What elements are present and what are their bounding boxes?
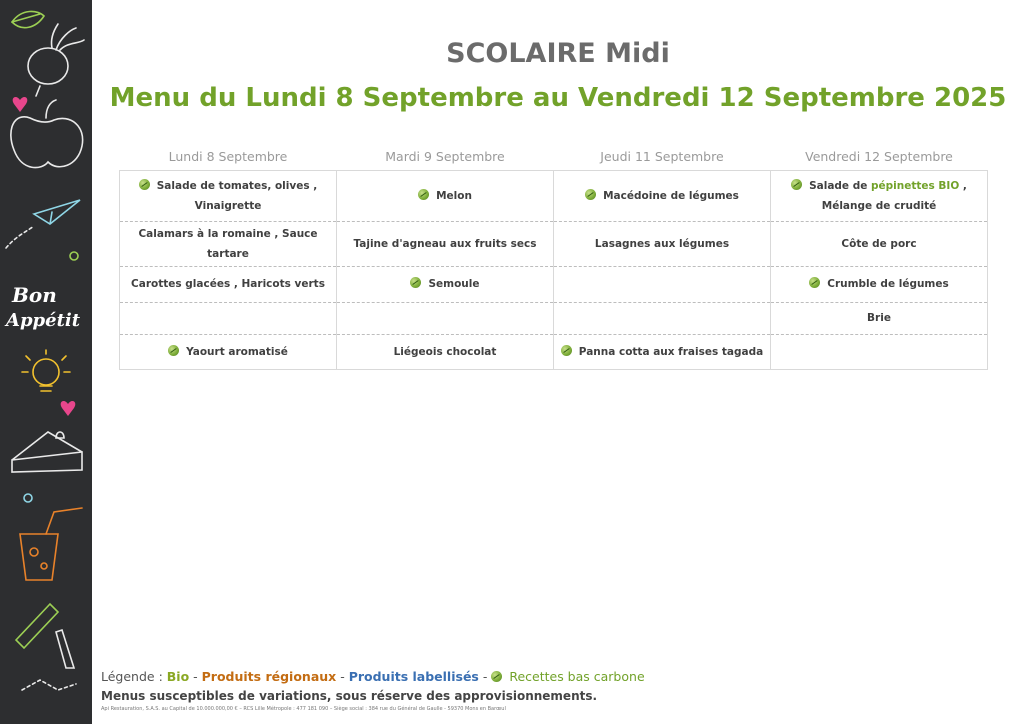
- low-carbon-leaf-icon: [585, 189, 596, 200]
- menu-cell: [337, 266, 554, 302]
- menu-cell: [554, 302, 771, 334]
- dish-text: Salade de tomates, olives , Vinaigrette: [156, 179, 318, 212]
- dish-text: Tajine d'agneau aux fruits secs: [353, 237, 537, 250]
- day-header-row: [120, 143, 988, 170]
- menu-cell: [337, 170, 554, 221]
- day-header-monday: Lundi 8 Septembre: [168, 148, 288, 164]
- dish-text: Côte de porc: [841, 237, 917, 250]
- menu-cell: [120, 302, 337, 334]
- low-carbon-leaf-icon: [139, 179, 150, 190]
- low-carbon-leaf-icon: [168, 345, 179, 356]
- low-carbon-leaf-icon: [561, 345, 572, 356]
- menu-cell: [120, 334, 337, 369]
- dish-text: Lasagnes aux légumes: [594, 237, 730, 250]
- pencil-doodle-icon: [16, 604, 58, 648]
- low-carbon-leaf-icon: [791, 179, 802, 190]
- menu-row: [120, 266, 988, 302]
- legend-regional: Produits régionaux: [201, 669, 337, 684]
- menu-date-range: Menu du Lundi 8 Septembre au Vendredi 12 Septembre 2025: [109, 83, 1007, 113]
- menu-cell: [554, 170, 771, 221]
- dish-text: Brie: [867, 312, 891, 324]
- dish-text: Melon: [436, 189, 472, 202]
- menu-cell: [120, 170, 337, 221]
- menu-cell: [771, 221, 988, 266]
- legend-sep-2: -: [336, 669, 349, 684]
- menu-row: [120, 302, 988, 334]
- paper-plane-doodle-icon: [34, 200, 80, 224]
- radish-doodle-icon: [28, 48, 68, 84]
- heart-doodle-icon: [13, 97, 28, 112]
- dish-text: Crumble de légumes: [827, 278, 949, 290]
- lightbulb-doodle-icon: [33, 359, 59, 385]
- dish-text: Calamars à la romaine , Sauce tartare: [138, 227, 318, 260]
- legend-labelled: Produits labellisés: [348, 669, 479, 684]
- legend-bio: Bio: [166, 669, 190, 684]
- day-header-thursday: Jeudi 11 Septembre: [600, 148, 724, 164]
- dish-text: Yaourt aromatisé: [186, 345, 288, 358]
- weekly-menu-table: [119, 143, 988, 370]
- menu-cell: [771, 170, 988, 221]
- day-header-tuesday: Mardi 9 Septembre: [385, 148, 505, 164]
- day-header-friday: Vendredi 12 Septembre: [805, 148, 953, 164]
- menu-cell: [771, 266, 988, 302]
- dish-text: , Mélange de crudité: [821, 179, 967, 212]
- legend-low-carbon: Recettes bas carbone: [509, 669, 645, 684]
- cake-doodle-icon: [12, 432, 82, 472]
- menu-cell: [337, 334, 554, 369]
- chalkboard-sidebar: [0, 0, 92, 724]
- bon-text-doodle: Bon: [12, 283, 57, 307]
- apple-doodle-icon: [11, 117, 83, 168]
- dish-text: Carottes glacées , Haricots verts: [131, 278, 325, 290]
- low-carbon-leaf-icon: [809, 277, 820, 288]
- heart-doodle-icon-2: [61, 401, 76, 416]
- chalk-doodles: [0, 0, 92, 724]
- dish-text: Liégeois chocolat: [393, 345, 497, 358]
- page-title: SCOLAIRE Midi: [446, 38, 670, 69]
- low-carbon-leaf-icon: [418, 189, 429, 200]
- low-carbon-leaf-icon: [410, 277, 421, 288]
- dish-text: Macédoine de légumes: [603, 189, 739, 202]
- menu-row: [120, 334, 988, 369]
- appetit-text-doodle: Appétit: [6, 310, 81, 331]
- menu-row: [120, 221, 988, 266]
- legend-sep-1: -: [189, 669, 202, 684]
- legend-prefix: Légende :: [101, 669, 167, 684]
- availability-note: Menus susceptibles de variations, sous réserve des approvisionnements.: [101, 689, 598, 703]
- dish-text: Semoule: [428, 278, 480, 290]
- menu-cell: [120, 266, 337, 302]
- legend: [101, 669, 645, 684]
- flower-doodle-icon: [70, 252, 78, 260]
- menu-cell: [554, 221, 771, 266]
- menu-row: [120, 170, 988, 221]
- dish-text: Salade de: [809, 179, 871, 192]
- dish-bio-text: pépinettes BIO: [871, 179, 960, 192]
- menu-cell: [120, 221, 337, 266]
- menu-cell: [337, 221, 554, 266]
- menu-cell: [554, 266, 771, 302]
- menu-cell: [554, 334, 771, 369]
- company-fineprint: Api Restauration, S.A.S. au Capital de 10.000.000,00 € – RCS Lille Métropole : 477 181 090 – Siège social : 384 rue du Général de Gaulle - 59370 Mons en Barœul: [101, 706, 506, 712]
- drink-doodle-icon: [20, 534, 58, 580]
- dish-text: Panna cotta aux fraises tagada: [578, 345, 764, 358]
- menu-body: [120, 170, 988, 369]
- low-carbon-leaf-icon: [491, 671, 502, 682]
- legend-sep-3: -: [478, 669, 492, 684]
- menu-cell: [771, 302, 988, 334]
- menu-cell: [771, 334, 988, 369]
- menu-cell: [337, 302, 554, 334]
